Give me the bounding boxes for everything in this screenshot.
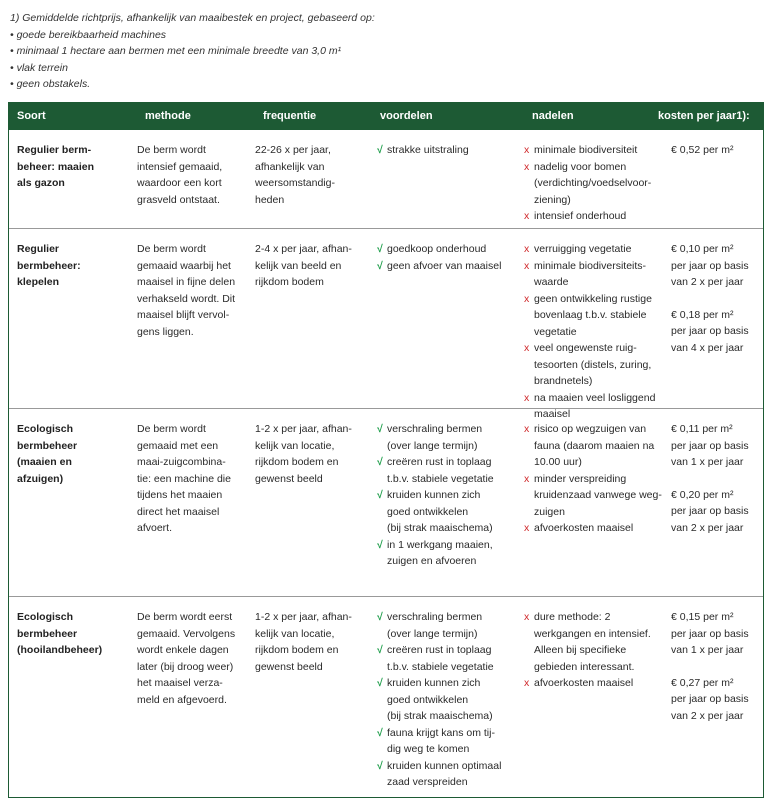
pro-item — [377, 675, 517, 725]
cell-line: € 0,15 per m² — [671, 611, 734, 623]
con-item — [524, 340, 664, 390]
check-icon: √ — [377, 489, 383, 501]
cell-line: rijkdom bodem en — [255, 456, 339, 468]
cell-line: intensief onderhoud — [534, 210, 627, 222]
cell-line: 1-2 x per jaar, afhan- — [255, 423, 352, 435]
con-item — [524, 291, 664, 341]
cell-line: meld en afgevoerd. — [137, 693, 227, 706]
footnote-bullet: • goede bereikbaarheid machines — [10, 28, 167, 41]
cell-line: fauna krijgt kans om tij- — [387, 726, 495, 739]
cell-line: tijdens het maaien — [137, 489, 223, 501]
cross-icon: x — [524, 210, 530, 222]
cell-line: (over lange termijn) — [387, 439, 478, 452]
cell-line: creëren rust in toplaag — [387, 456, 492, 468]
cell-line: kelijk van locatie, — [255, 439, 335, 452]
check-icon: √ — [377, 243, 383, 255]
cell-line: rijkdom bodem en — [255, 644, 339, 656]
cell-nadelen — [524, 241, 664, 423]
cell-line: per jaar op basis — [671, 627, 749, 640]
cell-line: 2-4 x per jaar, afhan- — [255, 243, 352, 255]
cell-line: minimale biodiversiteit — [534, 144, 638, 156]
pro-item — [377, 241, 517, 258]
cell-line: per jaar op basis — [671, 505, 749, 517]
cross-icon: x — [524, 423, 530, 435]
cell-line: De berm wordt — [137, 144, 206, 156]
cell-line: 10.00 uur) — [534, 456, 582, 468]
cell-line: kruiden kunnen zich — [387, 489, 481, 501]
cell-line: gemaaid. Vervolgens — [137, 627, 236, 640]
table-row — [9, 130, 763, 228]
cell-line: bermbeheer: — [17, 259, 81, 272]
cell-line: goedkoop onderhoud — [387, 243, 487, 255]
cell-line: € 0,10 per m² — [671, 243, 734, 255]
cell-kosten — [671, 421, 761, 536]
comparison-table — [8, 102, 764, 798]
cell-line: t.b.v. stabiele vegetatie — [387, 472, 494, 485]
cell-line: gemaaid waarbij het — [137, 259, 231, 272]
cell-line: 22-26 x per jaar, — [255, 144, 331, 156]
cell-line: kruiden kunnen zich — [387, 677, 481, 689]
cell-voordelen — [377, 241, 517, 274]
cell-voordelen — [377, 609, 517, 791]
cell-line: (hooilandbeheer) — [17, 644, 103, 656]
footnote-bullet: • vlak terrein — [10, 61, 68, 74]
cell-line: afvoert. — [137, 522, 173, 534]
cell-line: gewenst beeld — [255, 472, 323, 485]
cell-line: bovenlaag t.b.v. stabiele — [534, 309, 647, 321]
cell-line: wordt enkele dagen — [137, 644, 229, 656]
cell-line: gebieden interessant. — [534, 660, 635, 673]
cell-line: het maaisel verza- — [137, 677, 223, 689]
check-icon: √ — [377, 644, 383, 656]
cell-line: zaad verspreiden — [387, 776, 468, 788]
cell-line: direct het maaisel — [137, 505, 220, 518]
check-icon: √ — [377, 259, 383, 272]
check-icon: √ — [377, 456, 383, 468]
cell-line: kruiden kunnen optimaal — [387, 759, 502, 772]
cell-line: Regulier — [17, 243, 60, 255]
cell-line: van 2 x per jaar — [671, 709, 744, 722]
pro-item — [377, 642, 517, 675]
cell-line: Regulier berm- — [17, 144, 92, 156]
con-item — [524, 159, 664, 209]
cell-line: waardoor een kort — [137, 177, 222, 189]
header-nadelen: nadelen — [532, 110, 574, 122]
cell-line: na maaien veel losliggend — [534, 391, 656, 404]
table-row — [9, 228, 763, 420]
cell-nadelen — [524, 142, 664, 225]
cell-line: gens liggen. — [137, 325, 194, 338]
cross-icon: x — [524, 243, 530, 255]
table-row — [9, 596, 763, 797]
cell-line: (verdichting/voedselvoor- — [534, 177, 652, 189]
check-icon: √ — [377, 759, 383, 772]
cell-line: per jaar op basis — [671, 693, 749, 705]
cross-icon: x — [524, 677, 530, 689]
cross-icon: x — [524, 391, 530, 404]
table-header — [9, 103, 763, 130]
cell-line: per jaar op basis — [671, 325, 749, 337]
cell-line: later (bij droog weer) — [137, 660, 234, 673]
cell-line: per jaar op basis — [671, 259, 749, 272]
con-item — [524, 609, 664, 675]
pro-item — [377, 537, 517, 570]
cost-block — [671, 421, 761, 471]
cell-kosten — [671, 609, 761, 724]
cell-line: Ecologisch — [17, 423, 74, 435]
cell-line: strakke uitstraling — [387, 144, 469, 156]
cell-line: vegetatie — [534, 325, 577, 338]
cell-line: kelijk van locatie, — [255, 627, 335, 640]
cell-line: € 0,27 per m² — [671, 676, 734, 689]
cell-line: De berm wordt — [137, 423, 206, 435]
cell-line: veel ongewenste ruig- — [534, 342, 637, 354]
cell-line: rijkdom bodem — [255, 276, 324, 288]
cross-icon: x — [524, 522, 530, 534]
cell-line: De berm wordt — [137, 243, 206, 255]
cell-line: beheer: maaien — [17, 160, 95, 173]
cell-line: bermbeheer — [17, 627, 78, 640]
cell-line: risico op wegzuigen van — [534, 423, 647, 435]
cell-line: goed ontwikkelen — [387, 693, 469, 706]
cell-line: € 0,11 per m² — [671, 423, 733, 435]
con-item — [524, 675, 664, 692]
cell-frequentie — [255, 421, 367, 487]
cell-line: t.b.v. stabiele vegetatie — [387, 660, 494, 673]
cell-line: (over lange termijn) — [387, 627, 478, 640]
cell-line: dure methode: 2 — [534, 611, 611, 623]
cell-line: werkgangen en intensief. — [534, 627, 651, 640]
cell-line: van 1 x per jaar — [671, 644, 744, 656]
cell-methode — [137, 421, 263, 537]
cross-icon: x — [524, 259, 530, 272]
cost-block — [671, 675, 761, 725]
cell-line: brandnetels) — [534, 375, 593, 387]
con-item — [524, 241, 664, 258]
header-soort: Soort — [17, 110, 46, 122]
cell-line: bermbeheer — [17, 439, 78, 452]
cell-line: kruidenzaad vanwege weg- — [534, 489, 662, 501]
cell-line: tesoorten (distels, zuring, — [534, 358, 652, 371]
cell-line: in 1 werkgang maaien, — [387, 538, 493, 551]
cell-line: afvoerkosten maaisel — [534, 522, 634, 534]
header-voordelen: voordelen — [380, 110, 433, 122]
cell-line: De berm wordt eerst — [137, 611, 233, 623]
cell-line: € 0,18 per m² — [671, 308, 734, 321]
con-item — [524, 258, 664, 291]
cell-line: verschraling bermen — [387, 611, 483, 623]
cell-line: afzuigen) — [17, 472, 64, 485]
cell-line: ziening) — [534, 193, 571, 206]
cell-line: zuigen en afvoeren — [387, 555, 477, 567]
cell-line: fauna (daarom maaien na — [534, 439, 655, 452]
cross-icon: x — [524, 160, 530, 173]
cell-nadelen — [524, 421, 664, 537]
cell-line: maaisel blijft vervol- — [137, 309, 230, 321]
pro-item — [377, 758, 517, 791]
cell-kosten — [671, 142, 761, 159]
cell-line: als gazon — [17, 177, 65, 189]
check-icon: √ — [377, 611, 383, 623]
table-row — [9, 408, 763, 597]
cell-line: heden — [255, 193, 285, 206]
cell-line: kelijk van beeld en — [255, 259, 342, 272]
pro-item — [377, 142, 517, 159]
cell-line: gemaaid met een — [137, 439, 219, 452]
cell-nadelen — [524, 609, 664, 692]
footnote-bullet: • minimaal 1 hectare aan bermen met een minimale breedte van 3,0 m¹ — [10, 45, 342, 57]
cell-line: verschraling bermen — [387, 423, 483, 435]
con-item — [524, 142, 664, 159]
cost-block — [671, 142, 761, 159]
cell-line: verhakseld wordt. Dit — [137, 292, 236, 305]
cross-icon: x — [524, 472, 530, 485]
cell-line: gewenst beeld — [255, 660, 323, 673]
header-methode: methode — [145, 110, 191, 122]
footnote — [10, 10, 750, 93]
cross-icon: x — [524, 342, 530, 354]
cell-soort — [17, 142, 127, 192]
pro-item — [377, 725, 517, 758]
cell-line: verruigging vegetatie — [534, 243, 632, 255]
check-icon: √ — [377, 538, 383, 551]
check-icon: √ — [377, 726, 383, 739]
cell-voordelen — [377, 421, 517, 570]
con-item — [524, 421, 664, 471]
cell-line: zuigen — [534, 505, 565, 518]
cell-line: (maaien en — [17, 456, 72, 468]
cell-line: van 2 x per jaar — [671, 521, 744, 534]
cell-line: minimale biodiversiteits- — [534, 259, 647, 272]
cell-frequentie — [255, 142, 367, 208]
cell-line: klepelen — [17, 276, 60, 288]
cell-line: tie: een machine die — [137, 472, 231, 485]
cell-methode — [137, 609, 263, 708]
cell-line: afvoerkosten maaisel — [534, 677, 634, 689]
cell-line: 1-2 x per jaar, afhan- — [255, 611, 352, 623]
cell-line: Ecologisch — [17, 611, 74, 623]
cell-line: intensief gemaaid, — [137, 160, 223, 173]
header-kosten: kosten per jaar1): — [658, 110, 750, 122]
cell-methode — [137, 241, 263, 340]
con-item — [524, 208, 664, 225]
cost-block — [671, 307, 761, 357]
cell-soort — [17, 609, 127, 659]
cell-line: (bij strak maaischema) — [387, 522, 493, 534]
cell-line: nadelig voor bomen — [534, 160, 627, 173]
cell-line: creëren rust in toplaag — [387, 644, 492, 656]
cell-line: van 4 x per jaar — [671, 341, 744, 354]
cell-kosten — [671, 241, 761, 356]
cell-frequentie — [255, 241, 367, 291]
cell-frequentie — [255, 609, 367, 675]
cost-block — [671, 609, 761, 659]
cell-line: geen afvoer van maaisel — [387, 259, 502, 272]
cost-block — [671, 241, 761, 291]
cell-line: minder verspreiding — [534, 472, 627, 485]
cell-line: € 0,52 per m² — [671, 144, 734, 156]
con-item — [524, 471, 664, 521]
cell-line: per jaar op basis — [671, 439, 749, 452]
check-icon: √ — [377, 677, 383, 689]
cell-line: € 0,20 per m² — [671, 488, 734, 501]
cell-line: weersomstandig- — [255, 177, 335, 189]
pro-item — [377, 609, 517, 642]
cell-line: van 1 x per jaar — [671, 456, 744, 468]
cell-line: maaisel in fijne delen — [137, 276, 236, 288]
cross-icon: x — [524, 144, 530, 156]
con-item — [524, 520, 664, 537]
cell-methode — [137, 142, 263, 208]
cell-line: Alleen bij specifieke — [534, 644, 627, 656]
check-icon: √ — [377, 423, 383, 435]
cross-icon: x — [524, 292, 530, 305]
cell-line: (bij strak maaischema) — [387, 710, 493, 722]
cell-line: afhankelijk van — [255, 160, 325, 173]
cell-soort — [17, 241, 127, 291]
cost-block — [671, 487, 761, 537]
pro-item — [377, 487, 517, 537]
cell-line: geen ontwikkeling rustige — [534, 292, 652, 305]
cell-line: goed ontwikkelen — [387, 505, 469, 518]
pro-item — [377, 421, 517, 454]
cell-line: grasveld ontstaat. — [137, 193, 220, 206]
header-frequentie: frequentie — [263, 110, 317, 122]
check-icon: √ — [377, 144, 383, 156]
pro-item — [377, 258, 517, 275]
cell-line: maaisel — [534, 408, 571, 420]
cross-icon: x — [524, 611, 530, 623]
footnote-bullet: • geen obstakels. — [10, 78, 91, 90]
cell-line: waarde — [534, 276, 569, 288]
cell-voordelen — [377, 142, 517, 159]
cell-line: dig weg te komen — [387, 743, 470, 755]
pro-item — [377, 454, 517, 487]
cell-line: maai-zuigcombina- — [137, 456, 226, 468]
footnote-intro: 1) Gemiddelde richtprijs, afhankelijk van maaibestek en project, gebaseerd op: — [10, 12, 375, 24]
cell-line: van 2 x per jaar — [671, 276, 744, 288]
cell-soort — [17, 421, 127, 487]
